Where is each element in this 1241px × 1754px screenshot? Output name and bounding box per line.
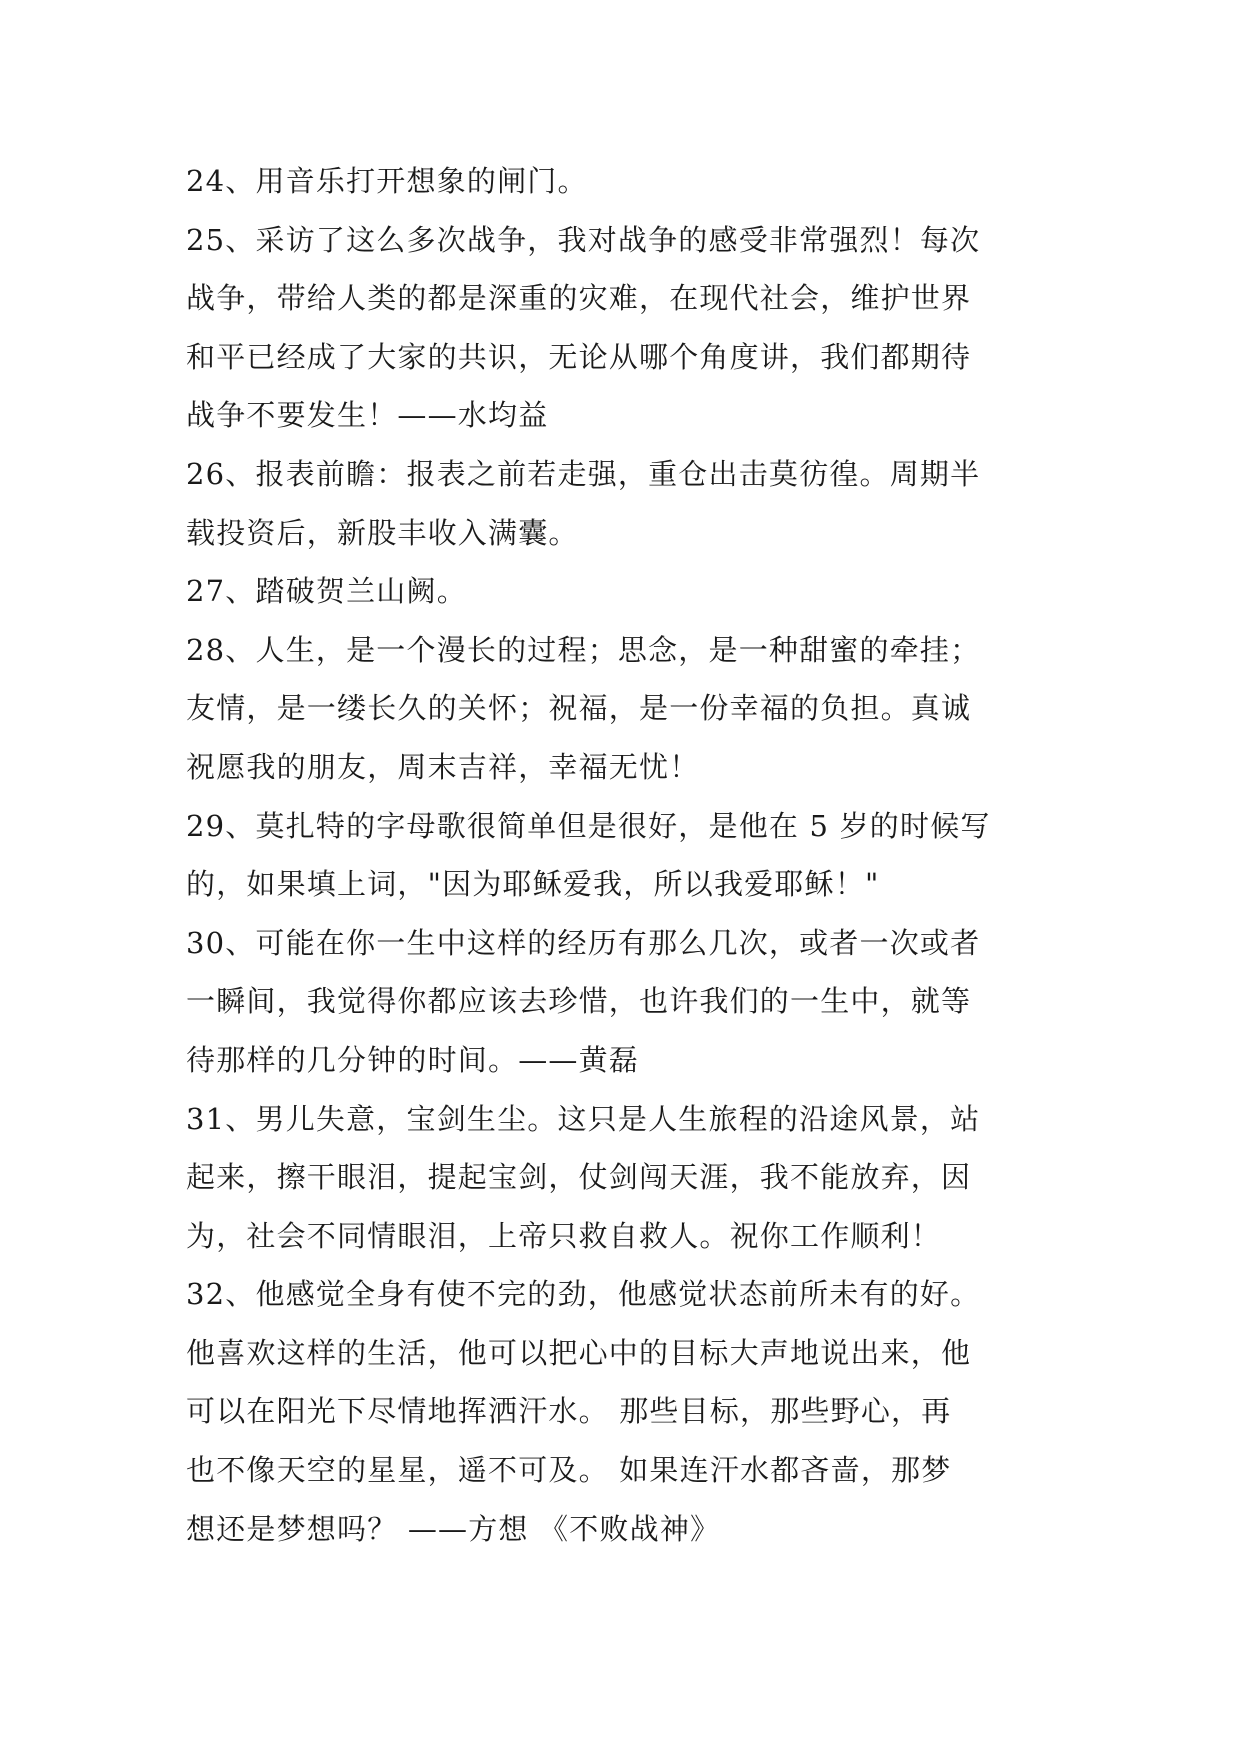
text-line: 待那样的几分钟的时间。——黄磊 (186, 1042, 640, 1077)
text-line: 友情，是一缕长久的关怀；祝福，是一份幸福的负担。真诚 (186, 691, 972, 726)
text-line: 25、采访了这么多次战争，我对战争的感受非常强烈！每次 (186, 222, 981, 257)
text-line: 想还是梦想吗？ ——方想 《不败战神》 (186, 1511, 721, 1546)
text-line: 祝愿我的朋友，周末吉祥，幸福无忧！ (186, 749, 700, 784)
document-body (186, 152, 1066, 1558)
text-line: 为，社会不同情眼泪，上帝只救自救人。祝你工作顺利！ (186, 1218, 942, 1253)
text-line: 的，如果填上词，"因为耶稣爱我，所以我爱耶稣！" (186, 867, 880, 902)
text-line: 31、男儿失意，宝剑生尘。这只是人生旅程的沿途风景，站 (186, 1101, 981, 1136)
text-line: 30、可能在你一生中这样的经历有那么几次，或者一次或者 (186, 925, 981, 960)
text-line: 战争不要发生！——水均益 (186, 398, 549, 433)
text-line: 一瞬间，我觉得你都应该去珍惜，也许我们的一生中，就等 (186, 984, 972, 1019)
text-line: 载投资后，新股丰收入满囊。 (186, 515, 579, 550)
text-line: 可以在阳光下尽情地挥洒汗水。 那些目标，那些野心，再 (186, 1394, 952, 1429)
text-line: 战争，带给人类的都是深重的灾难，在现代社会，维护世界 (186, 281, 972, 316)
text-line: 28、人生，是一个漫长的过程；思念，是一种甜蜜的牵挂； (186, 632, 981, 667)
text-line: 也不像天空的星星，遥不可及。 如果连汗水都吝啬，那梦 (186, 1453, 952, 1488)
text-line: 27、踏破贺兰山阙。 (186, 574, 467, 609)
text-line: 26、报表前瞻：报表之前若走强，重仓出击莫彷徨。周期半 (186, 456, 981, 491)
text-line: 24、用音乐打开想象的闸门。 (186, 164, 588, 198)
text-line: 29、莫扎特的字母歌很简单但是很好，是他在 5 岁的时候写 (186, 808, 991, 843)
text-line: 他喜欢这样的生活，他可以把心中的目标大声地说出来，他 (186, 1335, 972, 1370)
text-line: 32、他感觉全身有使不完的劲，他感觉状态前所未有的好。 (186, 1277, 981, 1312)
text-line: 起来，擦干眼泪，提起宝剑，仗剑闯天涯，我不能放弃，因 (186, 1160, 972, 1195)
text-line: 和平已经成了大家的共识，无论从哪个角度讲，我们都期待 (186, 339, 972, 374)
